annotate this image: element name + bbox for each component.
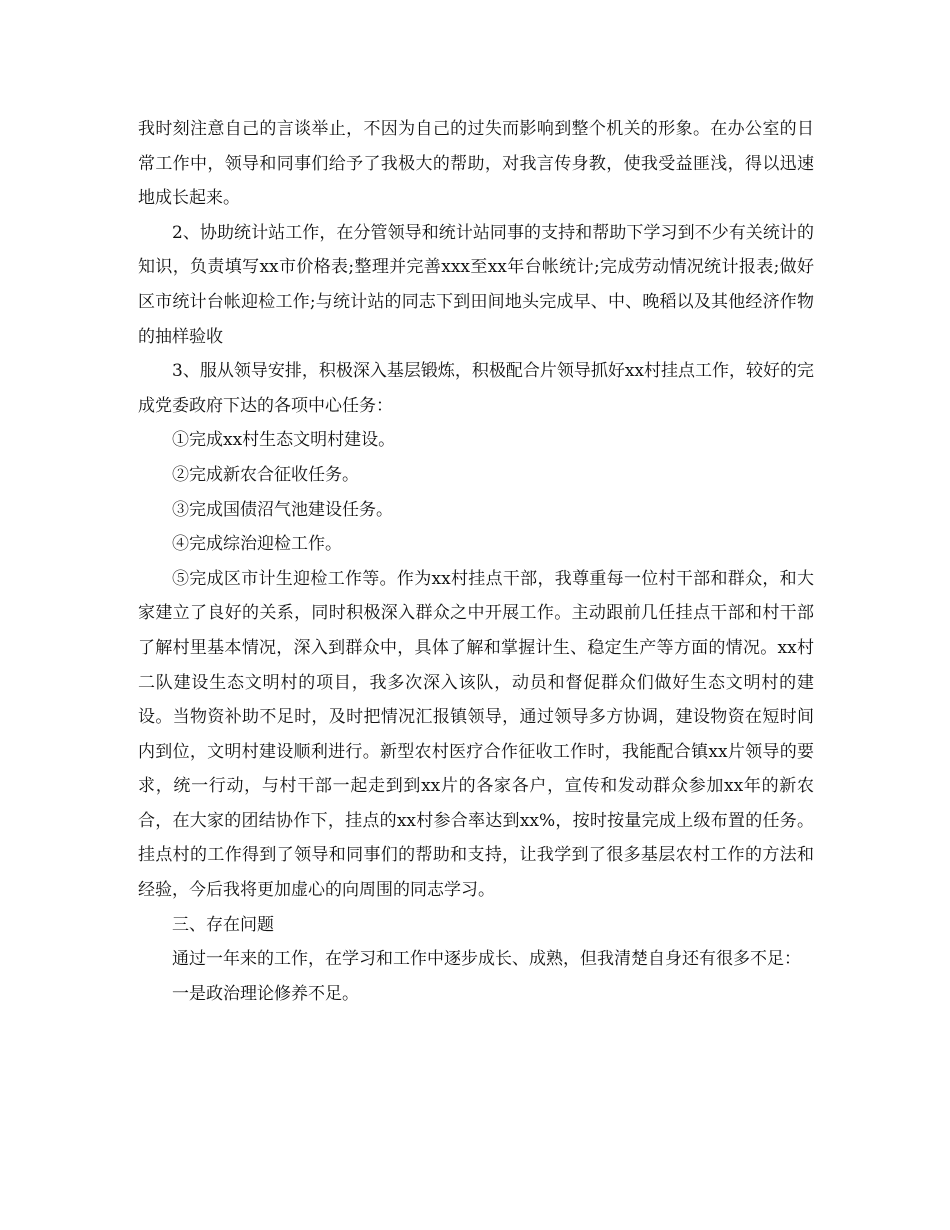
list-item-5: ⑤完成区市计生迎检工作等。作为xx村挂点干部，我尊重每一位村干部和群众，和大家建立了良好的关系，同时积极深入群众之中开展工作。主动跟前几任挂点干部和村干部了解村里基本情况，深入到群众中，具体了解和掌握计生、稳定生产等方面的情况。xx村二队建设生态文明村的项目，我多次深入该队，动员和督促群众们做好生态文明村的建设。当物资补助不足时，及时把情况汇报镇领导，通过领导多方协调，建设物资在短时间内到位，文明村建设顺利进行。新型农村医疗合作征收工作时，我能配合镇xx片领导的要求，统一行动，与村干部一起走到到xx片的各家各户，宣传和发动群众参加xx年的新农合，在大家的团结协作下，挂点的xx村参合率达到xx%，按时按量完成上级布置的任务。挂点村的工作得到了领导和同事们的帮助和支持，让我学到了很多基层农村工作的方法和经验，今后我将更加虚心的向周围的同志学习。 [138, 568, 814, 901]
document-page [138, 112, 814, 1011]
paragraph-summary: 通过一年来的工作，在学习和工作中逐步成长、成熟，但我清楚自身还有很多不足： [172, 949, 801, 970]
list-item-3: ③完成国债沼气池建设任务。 [172, 499, 393, 520]
paragraph-3: 3、服从领导安排，积极深入基层锻炼，积极配合片领导抓好xx村挂点工作，较好的完成党委政府下达的各项中心任务： [138, 361, 814, 416]
list-item-1: ①完成xx村生态文明村建设。 [172, 430, 396, 451]
list-item-4: ④完成综治迎检工作。 [172, 534, 342, 555]
section-heading: 三、存在问题 [172, 914, 274, 935]
list-item-2: ②完成新农合征收任务。 [172, 464, 359, 485]
paragraph-2: 2、协助统计站工作，在分管领导和统计站同事的支持和帮助下学习到不少有关统计的知识，负责填写xx市价格表;整理并完善xxx至xx年台帐统计;完成劳动情况统计报表;做好区市统计台帐迎检工作;与统计站的同志下到田间地头完成早、中、晚稻以及其他经济作物的抽样验收 [138, 222, 814, 347]
paragraph-point-1: 一是政治理论修养不足。 [172, 983, 359, 1004]
paragraph-1: 我时刻注意自己的言谈举止，不因为自己的过失而影响到整个机关的形象。在办公室的日常工作中，领导和同事们给予了我极大的帮助，对我言传身教，使我受益匪浅，得以迅速地成长起来。 [138, 119, 814, 209]
